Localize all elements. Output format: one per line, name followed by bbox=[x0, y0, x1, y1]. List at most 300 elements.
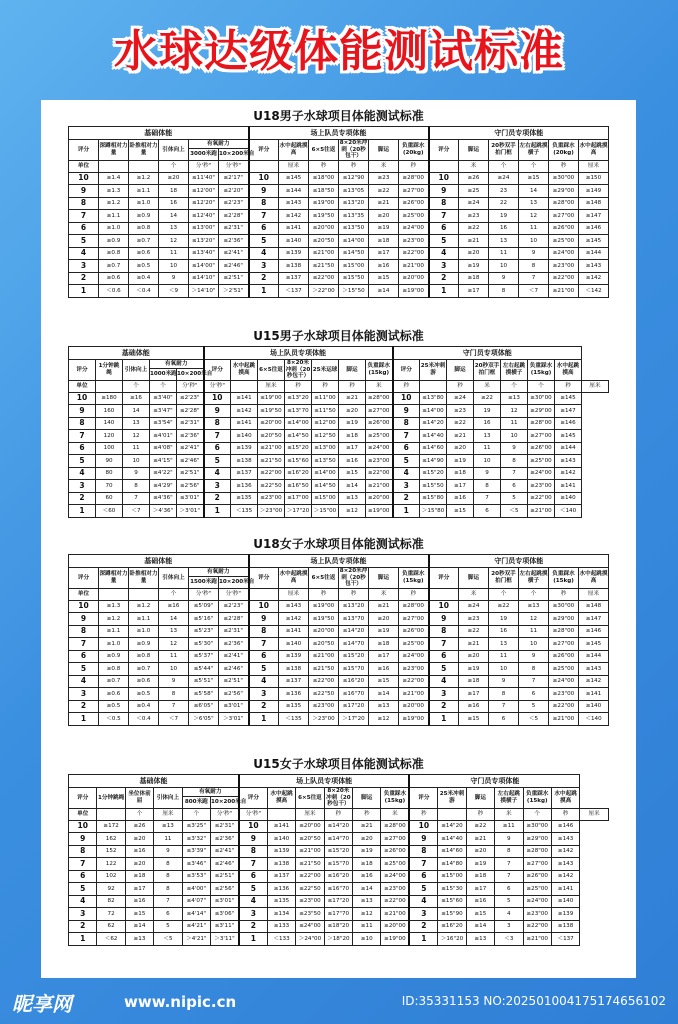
value-cell: ≥1.1 bbox=[99, 625, 129, 638]
value-cell: 12 bbox=[501, 405, 528, 418]
value-cell: ≤15"20 bbox=[324, 845, 352, 858]
value-cell: ≥142 bbox=[579, 675, 609, 688]
group-field: 场上队员专项体能 bbox=[204, 347, 393, 360]
value-cell: ≥16 bbox=[466, 895, 494, 908]
value-cell: ≥12 bbox=[369, 713, 399, 726]
value-cell: ≤21"50 bbox=[309, 663, 339, 676]
value-cell: ≥0.9 bbox=[129, 638, 159, 651]
value-cell: ≤16"70 bbox=[339, 688, 369, 701]
value-cell: 9 bbox=[159, 675, 189, 688]
unit-cell: 秒 bbox=[551, 808, 579, 820]
score-cell: 3 bbox=[409, 908, 437, 921]
score-cell: 6 bbox=[69, 442, 96, 455]
value-cell: 9 bbox=[519, 247, 549, 260]
field-col-header: 6×5往返 bbox=[258, 360, 285, 381]
value-cell: ≥18 bbox=[459, 675, 489, 688]
score-cell: 8 bbox=[429, 197, 459, 210]
unit-cell: 分'秒" bbox=[219, 588, 249, 600]
value-cell: 13 bbox=[159, 625, 189, 638]
value-cell: ≥21 bbox=[459, 235, 489, 248]
score-cell: 10 bbox=[429, 172, 459, 185]
value-cell: 72 bbox=[97, 908, 125, 921]
value-cell: ≤2'23" bbox=[219, 197, 249, 210]
value-cell: ≥0.6 bbox=[129, 247, 159, 260]
table-row bbox=[69, 492, 609, 505]
value-cell: 8 bbox=[489, 285, 519, 298]
value-cell: ≤14"20 bbox=[324, 820, 352, 833]
value-cell: ≥25"00 bbox=[528, 455, 555, 468]
value-cell: ≥16 bbox=[159, 600, 189, 613]
value-cell: ≥14 bbox=[125, 920, 153, 933]
value-cell: ≥21 bbox=[353, 820, 381, 833]
table-row bbox=[69, 417, 609, 430]
field-col-header: 25米运球 bbox=[312, 360, 339, 381]
value-cell: ≤2'46" bbox=[219, 663, 249, 676]
value-cell: ≥0.9 bbox=[99, 650, 129, 663]
value-cell: ≤22"00 bbox=[309, 272, 339, 285]
score-cell: 5 bbox=[429, 663, 459, 676]
value-cell: ≤21"50 bbox=[309, 260, 339, 273]
value-cell: ≥141 bbox=[267, 820, 295, 833]
unit-cell: 秒 bbox=[447, 380, 474, 392]
score-cell: 8 bbox=[239, 845, 267, 858]
unit-cell: 米 bbox=[381, 808, 409, 820]
value-cell: ≥26"00 bbox=[366, 417, 393, 430]
unit-cell: 厘米 bbox=[154, 808, 182, 820]
value-cell: ≥16 bbox=[125, 845, 153, 858]
value-cell: ≤14"70 bbox=[324, 833, 352, 846]
goalie-col-header: 脚运 bbox=[466, 788, 494, 809]
value-cell: ≤13"50 bbox=[312, 455, 339, 468]
value-cell: ≥20 bbox=[459, 650, 489, 663]
value-cell: ≥21 bbox=[459, 638, 489, 651]
value-cell: ≤13"00 bbox=[312, 442, 339, 455]
value-cell: ＜137 bbox=[279, 285, 309, 298]
value-cell: ≤15"70 bbox=[324, 858, 352, 871]
value-cell: ≥14 bbox=[369, 285, 399, 298]
goalie-col-header: 负重踩水(15kg) bbox=[528, 360, 555, 381]
value-cell: ≥180 bbox=[96, 392, 123, 405]
unit-cell: 秒 bbox=[549, 160, 579, 172]
value-cell: 7 bbox=[159, 700, 189, 713]
value-cell: 60 bbox=[96, 492, 123, 505]
unit-cell: 个 bbox=[519, 588, 549, 600]
value-cell: ≥0.6 bbox=[129, 675, 159, 688]
value-cell: ≥143 bbox=[279, 197, 309, 210]
value-cell: ≤13'00" bbox=[189, 222, 219, 235]
value-cell: ≥1.0 bbox=[99, 638, 129, 651]
value-cell: 6 bbox=[474, 505, 501, 518]
value-cell: ≤4'15" bbox=[150, 455, 177, 468]
value-cell: 5 bbox=[154, 920, 182, 933]
value-cell: 14 bbox=[159, 210, 189, 223]
value-cell: ≥27"00 bbox=[528, 430, 555, 443]
table-row bbox=[69, 505, 609, 518]
value-cell: ≥143 bbox=[579, 260, 609, 273]
basic-col-header: 坐位体前屈 bbox=[125, 788, 153, 809]
value-cell: ＞22"00 bbox=[309, 285, 339, 298]
unit-cell: 分'秒" bbox=[239, 808, 267, 820]
value-cell: ≥21"00 bbox=[399, 260, 429, 273]
group-basic: 基础体能 bbox=[69, 775, 239, 788]
value-cell: ≤20"50 bbox=[258, 430, 285, 443]
value-cell: ≥25"00 bbox=[399, 210, 429, 223]
score-cell: 2 bbox=[249, 272, 279, 285]
score-cell: 3 bbox=[204, 480, 231, 493]
value-cell: ≤20"50 bbox=[309, 235, 339, 248]
value-cell: ≥1.2 bbox=[99, 197, 129, 210]
value-cell: ≥24"00 bbox=[381, 870, 409, 883]
unit-cell: 厘米 bbox=[580, 808, 609, 820]
value-cell: ≥26"00 bbox=[399, 625, 429, 638]
standards-table bbox=[68, 126, 609, 298]
score-cell: 7 bbox=[393, 430, 420, 443]
unit-cell: 秒 bbox=[312, 380, 339, 392]
basic-col-header: 深蹲相对力量 bbox=[99, 140, 129, 161]
value-cell: ＞4'21" bbox=[182, 933, 210, 946]
value-cell: ≥144 bbox=[579, 650, 609, 663]
goalie-col-header: 20秒双手拍门框 bbox=[474, 360, 501, 381]
value-cell: ≥1.2 bbox=[129, 172, 159, 185]
value-cell: 16 bbox=[159, 197, 189, 210]
score-cell: 2 bbox=[69, 700, 99, 713]
group-basic: 基础体能 bbox=[69, 555, 249, 568]
value-cell: ＜0.5 bbox=[99, 713, 129, 726]
value-cell: ≤4'08" bbox=[150, 442, 177, 455]
watermark-logo: 昵享网 bbox=[12, 992, 72, 1016]
score-cell: 9 bbox=[239, 833, 267, 846]
value-cell: ≥143 bbox=[555, 455, 582, 468]
goalie-col-header: 左右起跳摸横子 bbox=[519, 568, 549, 589]
value-cell: ＞15"00 bbox=[312, 505, 339, 518]
value-cell: ≤2'46" bbox=[219, 260, 249, 273]
value-cell: 11 bbox=[123, 442, 150, 455]
value-cell: 5 bbox=[495, 895, 523, 908]
table-row bbox=[69, 700, 609, 713]
value-cell: ≤17"20 bbox=[339, 700, 369, 713]
value-cell: ≥138 bbox=[231, 455, 258, 468]
value-cell: ≤15"70 bbox=[339, 663, 369, 676]
value-cell: 11 bbox=[154, 833, 182, 846]
field-col-header: 水中起跳摸高 bbox=[231, 360, 258, 381]
score-cell: 7 bbox=[69, 210, 99, 223]
value-cell: ≤4'01" bbox=[150, 430, 177, 443]
value-cell: ≥147 bbox=[579, 210, 609, 223]
value-cell: ≥20 bbox=[369, 613, 399, 626]
value-cell: ≥13 bbox=[339, 492, 366, 505]
value-cell: ≥141 bbox=[279, 222, 309, 235]
value-cell: ≥28"00 bbox=[399, 600, 429, 613]
value-cell: ≥14 bbox=[339, 480, 366, 493]
aerobic-sub-header: 10×200米自 bbox=[211, 796, 239, 808]
value-cell: ≥133 bbox=[267, 920, 295, 933]
value-cell: ＜62 bbox=[97, 933, 125, 946]
value-cell: ≥141 bbox=[231, 417, 258, 430]
value-cell: 9 bbox=[489, 675, 519, 688]
value-cell: ≤15"20 bbox=[339, 650, 369, 663]
value-cell: 13 bbox=[489, 638, 519, 651]
value-cell: ≤16"70 bbox=[324, 883, 352, 896]
value-cell: ≤2'36" bbox=[219, 638, 249, 651]
score-header: 评分 bbox=[239, 788, 267, 809]
table-row bbox=[69, 405, 609, 418]
score-cell: 8 bbox=[204, 417, 231, 430]
value-cell: 3 bbox=[495, 920, 523, 933]
value-cell: ≥25"00 bbox=[523, 883, 551, 896]
score-cell: 7 bbox=[239, 858, 267, 871]
value-cell: ≥21 bbox=[466, 833, 494, 846]
value-cell: 10 bbox=[489, 663, 519, 676]
unit-cell: 秒 bbox=[549, 588, 579, 600]
value-cell: ≥19"00 bbox=[366, 505, 393, 518]
value-cell: 8 bbox=[519, 663, 549, 676]
value-cell: ≥27"00 bbox=[366, 405, 393, 418]
value-cell: ≥21"00 bbox=[381, 908, 409, 921]
score-cell: 3 bbox=[393, 480, 420, 493]
value-cell: 5 bbox=[519, 700, 549, 713]
value-cell: ≥15 bbox=[519, 172, 549, 185]
score-cell: 6 bbox=[429, 222, 459, 235]
score-cell: 4 bbox=[69, 675, 99, 688]
value-cell: 13 bbox=[474, 430, 501, 443]
value-cell: ≥25"00 bbox=[549, 235, 579, 248]
value-cell: ≥14 bbox=[353, 883, 381, 896]
table-row bbox=[69, 442, 609, 455]
value-cell: ＞14'10" bbox=[189, 285, 219, 298]
value-cell: ≤11"50 bbox=[312, 405, 339, 418]
value-cell: ≤14"40 bbox=[420, 430, 447, 443]
value-cell: ≥25"00 bbox=[381, 858, 409, 871]
table-row bbox=[69, 272, 609, 285]
table-row bbox=[69, 430, 609, 443]
value-cell: 102 bbox=[97, 870, 125, 883]
value-cell: ≤2'36" bbox=[177, 430, 204, 443]
table-row bbox=[69, 820, 609, 833]
unit-label: 单位 bbox=[69, 380, 96, 392]
group-field: 场上队员专项体能 bbox=[249, 555, 429, 568]
value-cell: 13 bbox=[123, 417, 150, 430]
value-cell: ≥26"00 bbox=[381, 845, 409, 858]
score-cell: 10 bbox=[429, 600, 459, 613]
field-col-header: 8×20米冲刺（20秒包干） bbox=[339, 568, 368, 588]
value-cell: ≤16"50 bbox=[285, 480, 312, 493]
aerobic-sub-header: 3000米跑 bbox=[189, 148, 219, 160]
basic-col-header: 引体向上 bbox=[154, 788, 182, 809]
unit-cell: 个 bbox=[489, 160, 519, 172]
value-cell: 7 bbox=[123, 492, 150, 505]
value-cell: ＜133 bbox=[267, 933, 295, 946]
value-cell: ≤4'36" bbox=[150, 492, 177, 505]
value-cell: ≤14'10" bbox=[189, 272, 219, 285]
value-cell: ≥13 bbox=[466, 933, 494, 946]
unit-cell: 秒 bbox=[555, 380, 582, 392]
score-cell: 2 bbox=[69, 272, 99, 285]
value-cell: ≥1.3 bbox=[99, 600, 129, 613]
value-cell: 19 bbox=[474, 405, 501, 418]
unit-cell: 秒 bbox=[309, 160, 339, 172]
table-row bbox=[69, 870, 609, 883]
value-cell: ≥145 bbox=[279, 172, 309, 185]
value-cell: ≥142 bbox=[279, 613, 309, 626]
value-cell: 11 bbox=[159, 650, 189, 663]
value-cell: ≥135 bbox=[231, 492, 258, 505]
unit-cell: 个 bbox=[159, 588, 189, 600]
unit-cell: 个 bbox=[123, 380, 150, 392]
score-cell: 5 bbox=[429, 235, 459, 248]
field-col-header: 负重踩水(15kg) bbox=[366, 360, 393, 381]
value-cell: ≥0.8 bbox=[129, 650, 159, 663]
value-cell: ≥21"00 bbox=[549, 713, 579, 726]
field-col-header: 6×5往返 bbox=[309, 568, 339, 589]
score-cell: 3 bbox=[249, 260, 279, 273]
group-goalie: 守门员专项体能 bbox=[409, 775, 579, 788]
value-cell: ≥142 bbox=[279, 210, 309, 223]
score-cell: 2 bbox=[239, 920, 267, 933]
unit-cell bbox=[97, 808, 125, 820]
value-cell: 9 bbox=[123, 467, 150, 480]
value-cell: ≥141 bbox=[555, 480, 582, 493]
value-cell: ≤17"20 bbox=[324, 895, 352, 908]
unit-cell: 个 bbox=[489, 588, 519, 600]
value-cell: ≥146 bbox=[579, 625, 609, 638]
value-cell: ＜142 bbox=[579, 285, 609, 298]
value-cell: ≤2'28" bbox=[219, 613, 249, 626]
value-cell: 160 bbox=[96, 405, 123, 418]
value-cell: ≥28"00 bbox=[523, 845, 551, 858]
table-row bbox=[69, 197, 609, 210]
score-cell: 1 bbox=[69, 933, 97, 946]
value-cell: ≥29"00 bbox=[528, 405, 555, 418]
value-cell: ≥18 bbox=[353, 858, 381, 871]
unit-cell bbox=[429, 160, 459, 172]
group-goalie: 守门员专项体能 bbox=[393, 347, 582, 360]
score-cell: 10 bbox=[69, 600, 99, 613]
score-cell: 9 bbox=[249, 613, 279, 626]
value-cell: ≤4'00" bbox=[182, 883, 210, 896]
score-cell: 4 bbox=[429, 247, 459, 260]
value-cell: ≤20"00 bbox=[258, 417, 285, 430]
value-cell: ≥172 bbox=[97, 820, 125, 833]
field-col-header: 水中起跳摸高 bbox=[279, 140, 309, 161]
value-cell: ≥22 bbox=[369, 185, 399, 198]
table-row bbox=[69, 625, 609, 638]
value-cell: ≤5'44" bbox=[189, 663, 219, 676]
unit-cell bbox=[129, 588, 159, 600]
section-title: U18男子水球项目体能测试标准 bbox=[253, 109, 424, 123]
value-cell: ≥145 bbox=[555, 392, 582, 405]
unit-cell: 秒 bbox=[339, 588, 369, 600]
value-cell: 7 bbox=[154, 895, 182, 908]
section-u15-male bbox=[68, 326, 609, 518]
value-cell: ≥145 bbox=[579, 638, 609, 651]
value-cell: ≥29"00 bbox=[549, 613, 579, 626]
value-cell: ≤12'40" bbox=[189, 210, 219, 223]
value-cell: ≤13"20 bbox=[285, 392, 312, 405]
value-cell: ≤3'01" bbox=[219, 700, 249, 713]
goalie-col-header: 25米冲刺游 bbox=[420, 360, 447, 381]
value-cell: ≤2'51" bbox=[211, 870, 239, 883]
field-col-header: 8×20米冲刺（20秒包干） bbox=[339, 140, 368, 160]
value-cell: ≥146 bbox=[579, 222, 609, 235]
value-cell: ≥17 bbox=[459, 285, 489, 298]
value-cell: ≥27"00 bbox=[399, 613, 429, 626]
value-cell: 4 bbox=[495, 908, 523, 921]
score-cell: 1 bbox=[393, 505, 420, 518]
value-cell: 7 bbox=[519, 675, 549, 688]
unit-cell bbox=[99, 588, 129, 600]
value-cell: ≥26"00 bbox=[549, 222, 579, 235]
value-cell: ≤13"05 bbox=[339, 185, 369, 198]
value-cell: 19 bbox=[489, 613, 519, 626]
value-cell: ≥15 bbox=[125, 908, 153, 921]
value-cell: ≥11 bbox=[495, 820, 523, 833]
value-cell: ≤13'20" bbox=[189, 235, 219, 248]
value-cell: ≤14"20 bbox=[438, 820, 466, 833]
value-cell: ≤14"80 bbox=[438, 858, 466, 871]
value-cell: ≤21"50 bbox=[296, 858, 324, 871]
field-col-header: 负重踩水(20kg) bbox=[399, 140, 429, 161]
score-cell: 1 bbox=[429, 285, 459, 298]
value-cell: ≥22"00 bbox=[399, 247, 429, 260]
value-cell: 10 bbox=[159, 260, 189, 273]
value-cell: ≥141 bbox=[579, 688, 609, 701]
value-cell: ≥22"00 bbox=[528, 492, 555, 505]
value-cell: 7 bbox=[495, 858, 523, 871]
score-cell: 2 bbox=[249, 700, 279, 713]
unit-cell: 个 bbox=[501, 380, 528, 392]
value-cell: ＞17"20 bbox=[339, 713, 369, 726]
value-cell: ＜5 bbox=[501, 505, 528, 518]
value-cell: ≥1.2 bbox=[99, 613, 129, 626]
value-cell: ≤5'09" bbox=[189, 600, 219, 613]
score-cell: 6 bbox=[249, 222, 279, 235]
value-cell: ≥17 bbox=[459, 688, 489, 701]
value-cell: ≤24"00 bbox=[296, 920, 324, 933]
value-cell: ≤14"00 bbox=[312, 467, 339, 480]
value-cell: ≥28"00 bbox=[549, 625, 579, 638]
unit-cell: 个 bbox=[159, 160, 189, 172]
value-cell: ≤2'46" bbox=[177, 455, 204, 468]
value-cell: ≤4'07" bbox=[182, 895, 210, 908]
section-title: U15女子水球项目体能测试标准 bbox=[253, 757, 424, 771]
value-cell: ≥14 bbox=[369, 688, 399, 701]
value-cell: ≤18"20 bbox=[324, 920, 352, 933]
value-cell: 16 bbox=[474, 417, 501, 430]
value-cell: ≥23"00 bbox=[399, 663, 429, 676]
value-cell: ≥26"00 bbox=[528, 442, 555, 455]
unit-cell bbox=[129, 160, 159, 172]
value-cell: 8 bbox=[154, 858, 182, 871]
main-title: 水球达级体能测试标准 bbox=[114, 26, 564, 77]
value-cell: ≥0.5 bbox=[99, 700, 129, 713]
value-cell: ≥19"00 bbox=[399, 285, 429, 298]
value-cell: 9 bbox=[474, 467, 501, 480]
value-cell: ≥139 bbox=[279, 650, 309, 663]
value-cell: ≤12"50 bbox=[312, 430, 339, 443]
field-col-header: 脚运 bbox=[369, 568, 399, 589]
value-cell: ≥20 bbox=[159, 172, 189, 185]
value-cell: 152 bbox=[97, 845, 125, 858]
value-cell: 9 bbox=[154, 845, 182, 858]
goalie-col-header: 负重踩水(20kg) bbox=[549, 140, 579, 161]
aerobic-header: 有氧耐力 bbox=[189, 140, 249, 149]
value-cell: 10 bbox=[519, 638, 549, 651]
unit-cell: 秒 bbox=[285, 380, 312, 392]
value-cell: ≥135 bbox=[279, 700, 309, 713]
score-cell: 3 bbox=[69, 908, 97, 921]
value-cell: ≥144 bbox=[579, 247, 609, 260]
value-cell: 8 bbox=[154, 883, 182, 896]
